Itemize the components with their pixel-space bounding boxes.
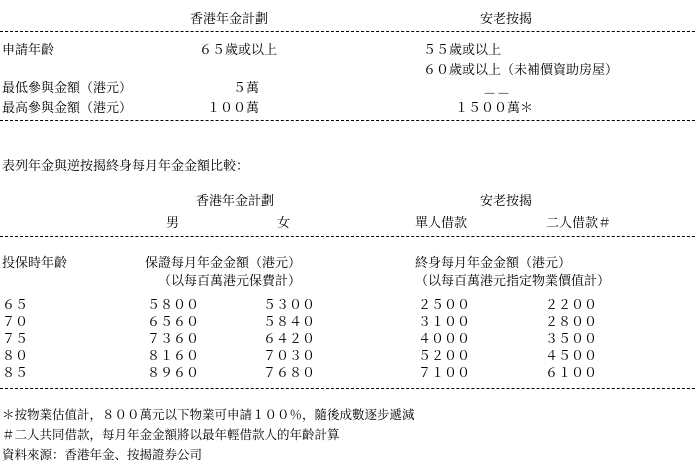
top-row-2-col2: －－ [483,87,512,102]
row-female: ７０３０ [263,349,316,364]
row-male: ７３６０ [147,332,200,347]
row-single: ５２００ [418,349,471,364]
comparison-subheader-single: 單人借款 [415,216,468,231]
row-male: ６５６０ [147,315,200,330]
footnote-2: ＃二人共同借款，每月年金金額將以最年輕借款人的年齡計算 [2,427,340,442]
comparison-group1-desc-line1: 保證每月年金金額（港元） [145,256,302,271]
divider-2 [0,120,695,121]
top-row-3-col2: １５００萬＊ [455,101,534,116]
row-joint: ２２００ [545,298,598,313]
top-row-3-col1: １００萬 [207,101,260,116]
comparison-subheader-male: 男 [166,216,180,231]
comparison-group2-desc-line1: 終身每月年金金額（港元） [415,256,572,271]
row-joint: ６１００ [545,366,598,381]
top-table-header-col1: 香港年金計劃 [190,12,269,27]
row-joint: ４５００ [545,349,598,364]
row-single: ７１００ [418,366,471,381]
comparison-row-header-label: 投保時年齡 [2,256,68,271]
footnote-1: ＊按物業估值計，８００萬元以下物業可申請１００％，隨後成數逐步遞減 [2,407,415,422]
top-row-1-col2-line1: ５５歲或以上 [423,43,502,58]
row-male: ５８００ [147,298,200,313]
row-single: ２５００ [418,298,471,313]
row-age: ８０ [2,349,29,364]
divider-4 [0,388,695,389]
top-row-2-label: 最低參與金額（港元） [2,81,133,96]
comparison-subheader-joint: 二人借款＃ [546,216,612,231]
row-age: ７５ [2,332,29,347]
footnote-3: 資料來源：香港年金、按揭證券公司 [2,447,203,462]
row-male: ８９６０ [147,366,200,381]
row-joint: ２８００ [545,315,598,330]
comparison-group-header-1: 香港年金計劃 [196,194,275,209]
top-row-1-col1: ６５歲或以上 [199,43,278,58]
row-female: ７６８０ [263,366,316,381]
row-single: ３１００ [418,315,471,330]
comparison-group1-desc-line2: （以每百萬港元保費計） [158,274,302,289]
row-female: ５３００ [263,298,316,313]
top-row-1-col2-line2: ６０歲或以上（未補價資助房屋） [423,63,619,78]
comparison-group-header-2: 安老按揭 [480,194,533,209]
section-title: 表列年金與逆按揭終身每月年金金額比較： [2,159,250,174]
top-row-3-label: 最高參與金額（港元） [2,101,133,116]
comparison-group2-desc-line2: （以每百萬港元指定物業價值計） [415,274,611,289]
row-female: ５８４０ [263,315,316,330]
divider-1 [0,31,695,32]
row-male: ８１６０ [147,349,200,364]
top-row-1-label: 申請年齡 [2,43,55,58]
row-joint: ３５００ [545,332,598,347]
top-row-2-col1: ５萬 [233,81,260,96]
comparison-subheader-female: 女 [277,216,291,231]
row-single: ４０００ [418,332,471,347]
top-table-header-col2: 安老按揭 [480,12,533,27]
row-female: ６４２０ [263,332,316,347]
divider-3 [0,236,695,237]
row-age: ６５ [2,298,29,313]
row-age: ８５ [2,366,29,381]
row-age: ７０ [2,315,29,330]
